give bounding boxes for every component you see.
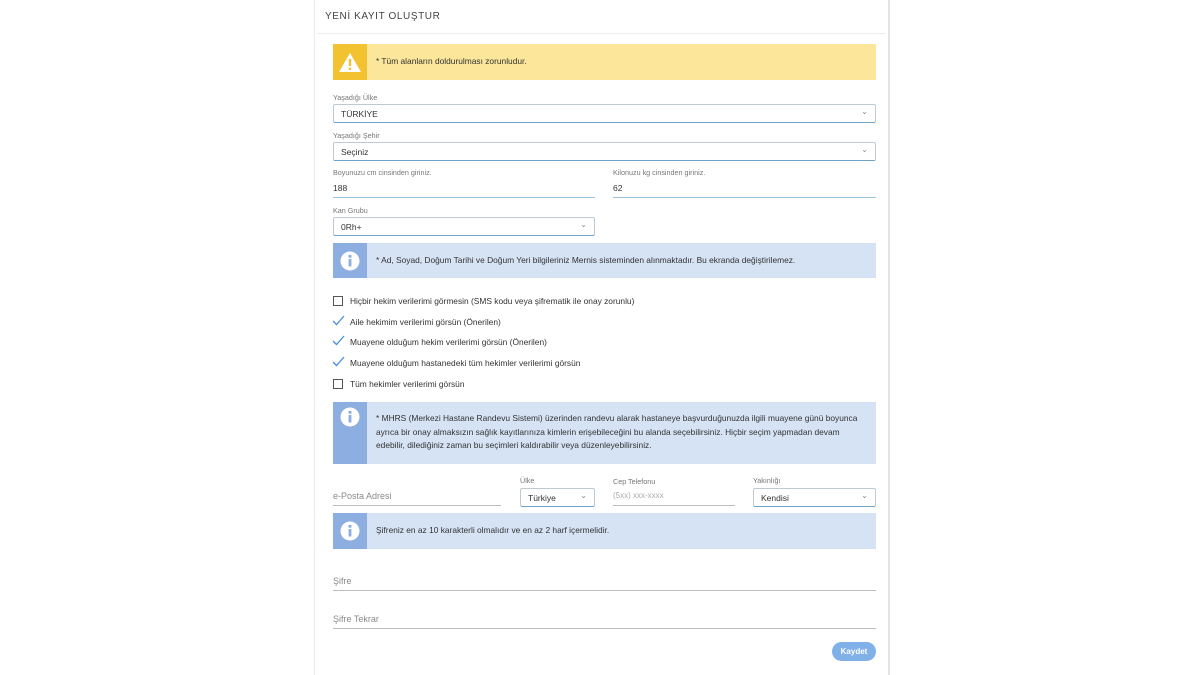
info-icon [333,243,367,278]
password-info-text: Şifreniz en az 10 karakterli olmalıdır ve en az 2 harf içermelidir. [376,525,610,535]
chevron-down-icon: ⌄ [580,491,587,500]
permission-label: Muayene olduğum hastanedeki tüm hekimler verilerimi görsün [350,358,581,368]
relation-label: Yakınlığı [753,476,781,485]
chevron-down-icon: ⌄ [861,491,868,500]
city-value: Seçiniz [341,147,369,157]
blood-type-select[interactable] [333,217,595,236]
password-repeat-placeholder: Şifre Tekrar [333,614,379,624]
chevron-down-icon: ⌄ [861,145,868,154]
mobile-phone-placeholder: (5xx) xxx-xxxx [613,491,664,500]
required-fields-warning [333,44,876,80]
blood-type-label: Kan Grubu [333,206,368,215]
permission-label: Aile hekimim verilerimi görsün (Önerilen) [350,317,501,327]
password-input[interactable] [333,574,876,591]
email-placeholder: e-Posta Adresi [333,491,392,501]
mobile-phone-input[interactable] [613,489,735,506]
password-placeholder: Şifre [333,576,352,586]
chevron-down-icon: ⌄ [580,220,587,229]
height-label: Boyunuzu cm cinsinden giriniz. [333,168,432,177]
permission-label: Muayene olduğum hekim verilerimi görsün (Önerilen) [350,337,547,347]
mhrs-info [333,402,876,464]
mhrs-info-text [376,412,866,453]
checkbox[interactable] [333,296,343,306]
height-input[interactable] [333,181,595,198]
permission-label: Tüm hekimler verilerimi görsün [350,379,465,389]
permission-option[interactable] [333,317,873,331]
permission-option[interactable] [333,296,873,310]
country-value: TÜRKİYE [341,109,378,119]
mhrs-info-line: * MHRS (Merkezi Hastane Randevu Sistemi) üzerinden randevu alarak hastaneye başvurduğunuzda ilgili muayene günü boyunca [376,413,858,423]
checkmark-icon[interactable] [332,335,345,346]
country-label: Yaşadığı Ülke [333,93,378,102]
mobile-phone-label: Cep Telefonu [613,477,656,486]
weight-value: 62 [613,183,623,193]
mhrs-info-line: edebilir, dilediğiniz zaman bu seçimleri kaldırabilir veya düzenleyebilirsiniz. [376,440,652,450]
permission-option[interactable] [333,337,873,351]
relation-select[interactable] [753,488,876,507]
warning-icon [333,44,367,80]
registration-panel [314,0,890,675]
relation-value: Kendisi [761,493,789,503]
checkmark-icon[interactable] [332,356,345,367]
city-select[interactable] [333,142,876,161]
permission-option[interactable] [333,379,873,393]
permission-label: Hiçbir hekim verilerimi görmesin (SMS kodu veya şifrematik ile onay zorunlu) [350,296,635,306]
country-select[interactable] [333,104,876,123]
permission-option[interactable] [333,358,873,372]
height-value: 188 [333,183,348,193]
mernis-info-text: * Ad, Soyad, Doğum Tarihi ve Doğum Yeri bilgileriniz Mernis sisteminden alınmaktadır. Bu ekranda değiştirilemez. [376,255,796,265]
mhrs-info-line: ayrıca bir onay almaksızın sağlık kayıtlarınıza kimlerin erişebileceğini bu alanda seçebilirsiniz. Hiçbir seçim yapmadan devam [376,426,840,437]
checkbox[interactable] [333,379,343,389]
page-title: YENİ KAYIT OLUŞTUR [325,11,441,22]
phone-country-value: Türkiye [528,493,556,503]
password-info [333,513,876,549]
info-icon [333,513,367,549]
checkmark-icon[interactable] [332,315,345,326]
mernis-info [333,243,876,278]
blood-type-value: 0Rh+ [341,222,362,232]
password-repeat-input[interactable] [333,612,876,629]
info-icon [333,402,367,464]
title-divider [317,33,886,34]
weight-label: Kilonuzu kg cinsinden giriniz. [613,168,706,177]
weight-input[interactable] [613,181,876,198]
phone-country-select[interactable] [520,488,595,507]
phone-country-label: Ülke [520,476,535,485]
chevron-down-icon: ⌄ [861,107,868,116]
city-label: Yaşadığı Şehir [333,131,380,140]
save-button[interactable]: Kaydet [832,642,876,661]
warning-text: * Tüm alanların doldurulması zorunludur. [376,56,527,66]
email-input[interactable] [333,489,501,506]
